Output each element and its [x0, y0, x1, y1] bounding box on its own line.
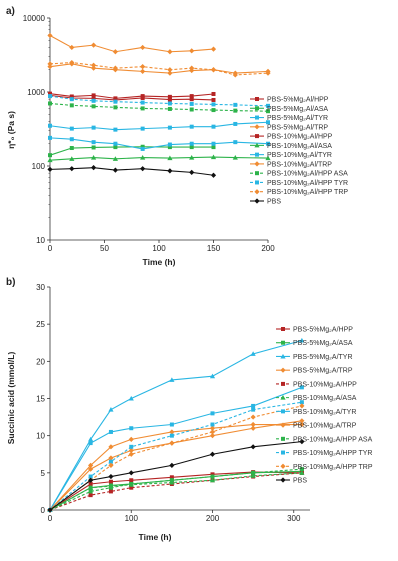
panel-a-data-point — [190, 125, 194, 129]
panel-a-data-point — [168, 98, 172, 102]
panel-a-x-tick-label: 200 — [261, 244, 275, 253]
panel-b-data-point — [109, 430, 113, 434]
panel-a-x-tick-label: 150 — [206, 244, 221, 253]
panel-a-data-point — [92, 99, 96, 103]
panel-b-data-point — [129, 482, 133, 486]
panel-b-series-1 — [48, 469, 304, 512]
panel-a-legend-label: PBS-10%Mg₂Al/ASA — [267, 142, 332, 150]
panel-a-legend-marker — [254, 161, 259, 166]
panel-b-data-point — [89, 493, 93, 497]
panel-a-data-point — [70, 127, 74, 131]
panel-a-data-point — [69, 45, 74, 50]
panel-b-data-point — [109, 480, 113, 484]
panel-b-legend-marker — [281, 409, 285, 413]
panel-a-data-point — [91, 63, 96, 68]
panel-b-legend-marker — [281, 327, 285, 331]
panel-a-legend-label: PBS-10%Mg₂Al/TYR — [267, 152, 332, 160]
panel-b-series — [47, 338, 304, 513]
panel-b-series-9 — [48, 400, 304, 512]
panel-b-data-point — [251, 404, 255, 408]
panel-a-x-tick-label: 50 — [100, 244, 109, 253]
panel-a-data-point — [211, 67, 216, 72]
panel-a-data-point — [92, 145, 96, 149]
panel-b-legend-label: PBS-10%Mg₂A/ASA — [293, 395, 357, 403]
panel-a-data-point — [167, 168, 172, 173]
panel-a-data-point — [212, 125, 216, 129]
panel-a — [6, 6, 348, 267]
panel-b-y-tick-label: 25 — [36, 320, 45, 330]
panel-b-legend-marker — [280, 477, 285, 482]
panel-a-ticks — [23, 14, 275, 253]
panel-a-data-point — [48, 101, 52, 105]
panel-a-data-point — [190, 97, 194, 101]
panel-b-legend-label: PBS-5%Mg₂A/TRP — [293, 367, 353, 375]
panel-a-data-point — [233, 103, 237, 107]
panel-b-legend-label: PBS-10%Mg₂A/HPP — [293, 381, 357, 389]
panel-a-data-point — [48, 136, 52, 140]
panel-a-series-10 — [47, 60, 270, 78]
panel-a-legend-marker — [254, 124, 259, 129]
panel-a-legend-marker — [255, 180, 259, 184]
panel-a-data-point — [47, 167, 52, 172]
panel-b-data-point — [129, 470, 134, 475]
panel-b-legend-label: PBS-5%Mg₂A/HPP — [293, 326, 353, 334]
panel-a-data-point — [190, 102, 194, 106]
panel-b-series-line — [50, 341, 302, 510]
panel-a-data-point — [189, 48, 194, 53]
panel-a-data-point — [69, 166, 74, 171]
panel-a-legend-label: PBS — [267, 198, 282, 206]
panel-a-legend-label: PBS-10%Mg₂Al/HPP TYR — [267, 179, 349, 187]
panel-b-y-tick-label: 0 — [40, 506, 45, 515]
panel-a-data-point — [190, 142, 194, 146]
panel-a-legend-label: PBS-5%Mg₂Al/HPP — [267, 96, 329, 104]
panel-b-y-tick-label: 30 — [36, 283, 45, 292]
panel-b-data-point — [170, 478, 174, 482]
panel-b-legend — [276, 327, 373, 485]
panel-a-data-point — [140, 45, 145, 50]
panel-a-legend-label: PBS-5%Mg₂Al/TRP — [267, 124, 329, 132]
panel-a-data-point — [212, 92, 216, 96]
panel-a-data-point — [140, 166, 145, 171]
panel-b-data-point — [211, 475, 215, 479]
panel-a-legend-marker — [254, 198, 259, 203]
panel-a-x-tick-label: 100 — [152, 244, 166, 253]
panel-a-series-2 — [48, 136, 270, 151]
panel-a-data-point — [47, 33, 52, 38]
panel-a-series — [47, 33, 270, 178]
panel-a-data-point — [212, 102, 216, 106]
panel-a-data-point — [140, 69, 145, 74]
panel-a-data-point — [70, 137, 74, 141]
panel-a-data-point — [91, 43, 96, 48]
panel-a-legend-label: PBS-10%Mg₂Al/HPP — [267, 133, 333, 141]
panel-b-data-point — [129, 478, 133, 482]
panel-a-data-point — [47, 61, 52, 66]
panel-a-data-point — [190, 108, 194, 112]
panel-a-legend-label: PBS-5%Mg₂Al/ASA — [267, 105, 329, 113]
panel-a-data-point — [113, 105, 117, 109]
panel-b-data-point — [109, 489, 113, 493]
panel-a-y-tick-label: 100 — [31, 162, 45, 171]
panel-a-legend-marker — [255, 171, 259, 175]
panel-b-series-line — [50, 425, 302, 510]
panel-b-legend-label: PBS-10%Mg₂A/TRP — [293, 422, 357, 430]
panel-a-data-point — [113, 142, 117, 146]
panel-b-data-point — [129, 437, 134, 442]
panel-b-series-line — [50, 473, 302, 510]
panel-a-data-point — [212, 98, 216, 102]
panel-b-label: b) — [6, 277, 16, 288]
panel-b-legend-marker — [281, 382, 285, 386]
panel-a-series-line — [50, 168, 214, 176]
panel-b-legend-label: PBS-10%Mg₂A/HPP ASA — [293, 436, 373, 444]
panel-a-data-point — [233, 109, 237, 113]
panel-b-legend-label: PBS-10%Mg₂A/TYR — [293, 408, 357, 416]
panel-a-series-11 — [47, 165, 216, 178]
panel-a-legend-marker — [255, 153, 259, 157]
panel-a-data-point — [113, 49, 118, 54]
panel-b-x-tick-label: 200 — [205, 514, 220, 523]
panel-a-data-point — [233, 140, 237, 144]
panel-a-series-3 — [47, 33, 216, 54]
panel-a-legend — [250, 97, 348, 206]
panel-b-legend-marker — [281, 451, 285, 455]
panel-b-data-point — [251, 408, 255, 412]
panel-a-data-point — [92, 104, 96, 108]
panel-a-data-point — [113, 100, 117, 104]
panel-b-data-point — [108, 474, 113, 479]
panel-b-x-tick-label: 300 — [287, 514, 301, 523]
panel-a-data-point — [141, 127, 145, 131]
panel-a-data-point — [91, 165, 96, 170]
panel-b-data-point — [89, 441, 93, 445]
panel-b-legend-marker — [281, 437, 285, 441]
panel-b-legend-label: PBS-5%Mg₂A/ASA — [293, 340, 353, 348]
panel-a-data-point — [140, 64, 145, 69]
panel-b-legend-label: PBS — [293, 477, 308, 485]
panel-a-data-point — [113, 168, 118, 173]
panel-a-data-point — [48, 153, 52, 157]
panel-a-series-line — [50, 36, 214, 52]
panel-a-data-point — [212, 108, 216, 112]
panel-b-data-point — [251, 444, 256, 449]
panel-b-y-tick-label: 20 — [36, 357, 45, 367]
panel-a-data-point — [141, 147, 145, 151]
panel-a-data-point — [233, 122, 237, 126]
panel-a-y-tick-label: 1000 — [27, 88, 45, 97]
panel-a-data-point — [168, 143, 172, 147]
panel-b-y-tick-label: 5 — [40, 468, 45, 478]
panel-a-legend-marker — [255, 97, 259, 101]
panel-b-series-7 — [47, 422, 304, 513]
panel-b-data-point — [170, 423, 174, 427]
panel-a-series-5 — [47, 154, 270, 162]
panel-a-data-point — [168, 101, 172, 105]
panel-b-x-tick-label: 0 — [47, 514, 53, 523]
panel-a-legend-label: PBS-10%Mg₂Al/HPP ASA — [267, 170, 348, 178]
panel-b-data-point — [129, 452, 134, 457]
panel-b-data-point — [251, 414, 256, 419]
panel-a-series-line — [50, 147, 214, 155]
panel-b-data-point — [210, 429, 215, 434]
panel-a-data-point — [70, 146, 74, 150]
panel-a-data-point — [92, 140, 96, 144]
panel-b-data-point — [129, 445, 133, 449]
panel-a-x-tick-label: 0 — [47, 244, 53, 253]
panel-b-data-point — [109, 486, 113, 490]
panel-b-legend-label: PBS-10%Mg₂A/HPP TYR — [293, 450, 373, 458]
panel-b-series-line — [50, 473, 302, 510]
panel-b-series-0 — [48, 470, 304, 512]
panel-a-data-point — [167, 49, 172, 54]
panel-b-ylabel: Succinic acid (mmol/L) — [6, 351, 16, 445]
panel-b-xlabel: Time (h) — [138, 532, 172, 542]
panel-b-legend-marker — [280, 368, 285, 373]
panel-a-data-point — [141, 96, 145, 100]
panel-a-legend-marker — [255, 106, 259, 110]
panel-b-legend-marker — [281, 341, 285, 345]
panel-b-data-point — [169, 441, 174, 446]
panel-b-data-point — [170, 434, 174, 438]
panel-a-legend-marker — [254, 189, 259, 194]
panel-a-legend-marker — [255, 134, 259, 138]
panel-a-data-point — [92, 126, 96, 130]
panel-b-x-tick-label: 100 — [124, 514, 138, 523]
panel-a-data-point — [168, 107, 172, 111]
panel-b-data-point — [211, 423, 215, 427]
panel-b-legend-label: PBS-5%Mg₂A/TYR — [293, 353, 353, 361]
panel-b-series-3 — [47, 418, 304, 512]
panel-a-legend-label: PBS-5%Mg₂Al/TYR — [267, 115, 329, 123]
panel-b-data-point — [89, 489, 93, 493]
panel-a-data-point — [167, 67, 172, 72]
panel-b-data-point — [129, 426, 133, 430]
panel-b-series-line — [50, 387, 302, 510]
panel-b-y-tick-label: 15 — [36, 394, 45, 404]
panel-a-data-point — [141, 106, 145, 110]
panel-a-label: a) — [6, 6, 15, 17]
panel-b — [6, 277, 373, 542]
panel-b-data-point — [251, 422, 256, 427]
panel-a-data-point — [189, 170, 194, 175]
panel-a-ylabel: η*₀ (Pa s) — [6, 111, 16, 149]
panel-a-data-point — [211, 46, 216, 51]
panel-b-legend-label: PBS-10%Mg₂A/HPP TRP — [293, 463, 373, 471]
panel-b-legend-marker — [280, 464, 285, 469]
panel-a-data-point — [211, 173, 216, 178]
panel-a-data-point — [70, 97, 74, 101]
panel-a-data-point — [212, 142, 216, 146]
panel-b-data-point — [108, 407, 113, 412]
panel-a-data-point — [168, 126, 172, 130]
panel-b-series-line — [50, 472, 302, 510]
panel-a-y-tick-label: 10 — [36, 236, 45, 245]
panel-a-legend-label: PBS-10%Mg₂Al/TRP — [267, 161, 332, 169]
panel-b-series-line — [50, 402, 302, 510]
panel-b-series-line — [50, 406, 302, 510]
panel-a-legend-marker — [255, 116, 259, 120]
panel-a-series-6 — [48, 120, 270, 131]
panel-b-series-10 — [47, 403, 304, 512]
panel-a-data-point — [141, 101, 145, 105]
panel-a-data-point — [113, 128, 117, 132]
panel-b-y-tick-label: 10 — [36, 431, 45, 441]
panel-b-data-point — [210, 452, 215, 457]
panel-b-data-point — [251, 471, 255, 475]
panel-a-data-point — [48, 124, 52, 128]
panel-b-data-point — [169, 463, 174, 468]
panel-a-data-point — [48, 94, 52, 98]
panel-a-legend-label: PBS-10%Mg₂Al/HPP TRP — [267, 189, 349, 197]
panel-a-data-point — [70, 103, 74, 107]
panel-a-y-tick-label: 10000 — [22, 14, 45, 23]
panel-b-data-point — [211, 411, 215, 415]
panel-a-xlabel: Time (h) — [142, 257, 176, 267]
